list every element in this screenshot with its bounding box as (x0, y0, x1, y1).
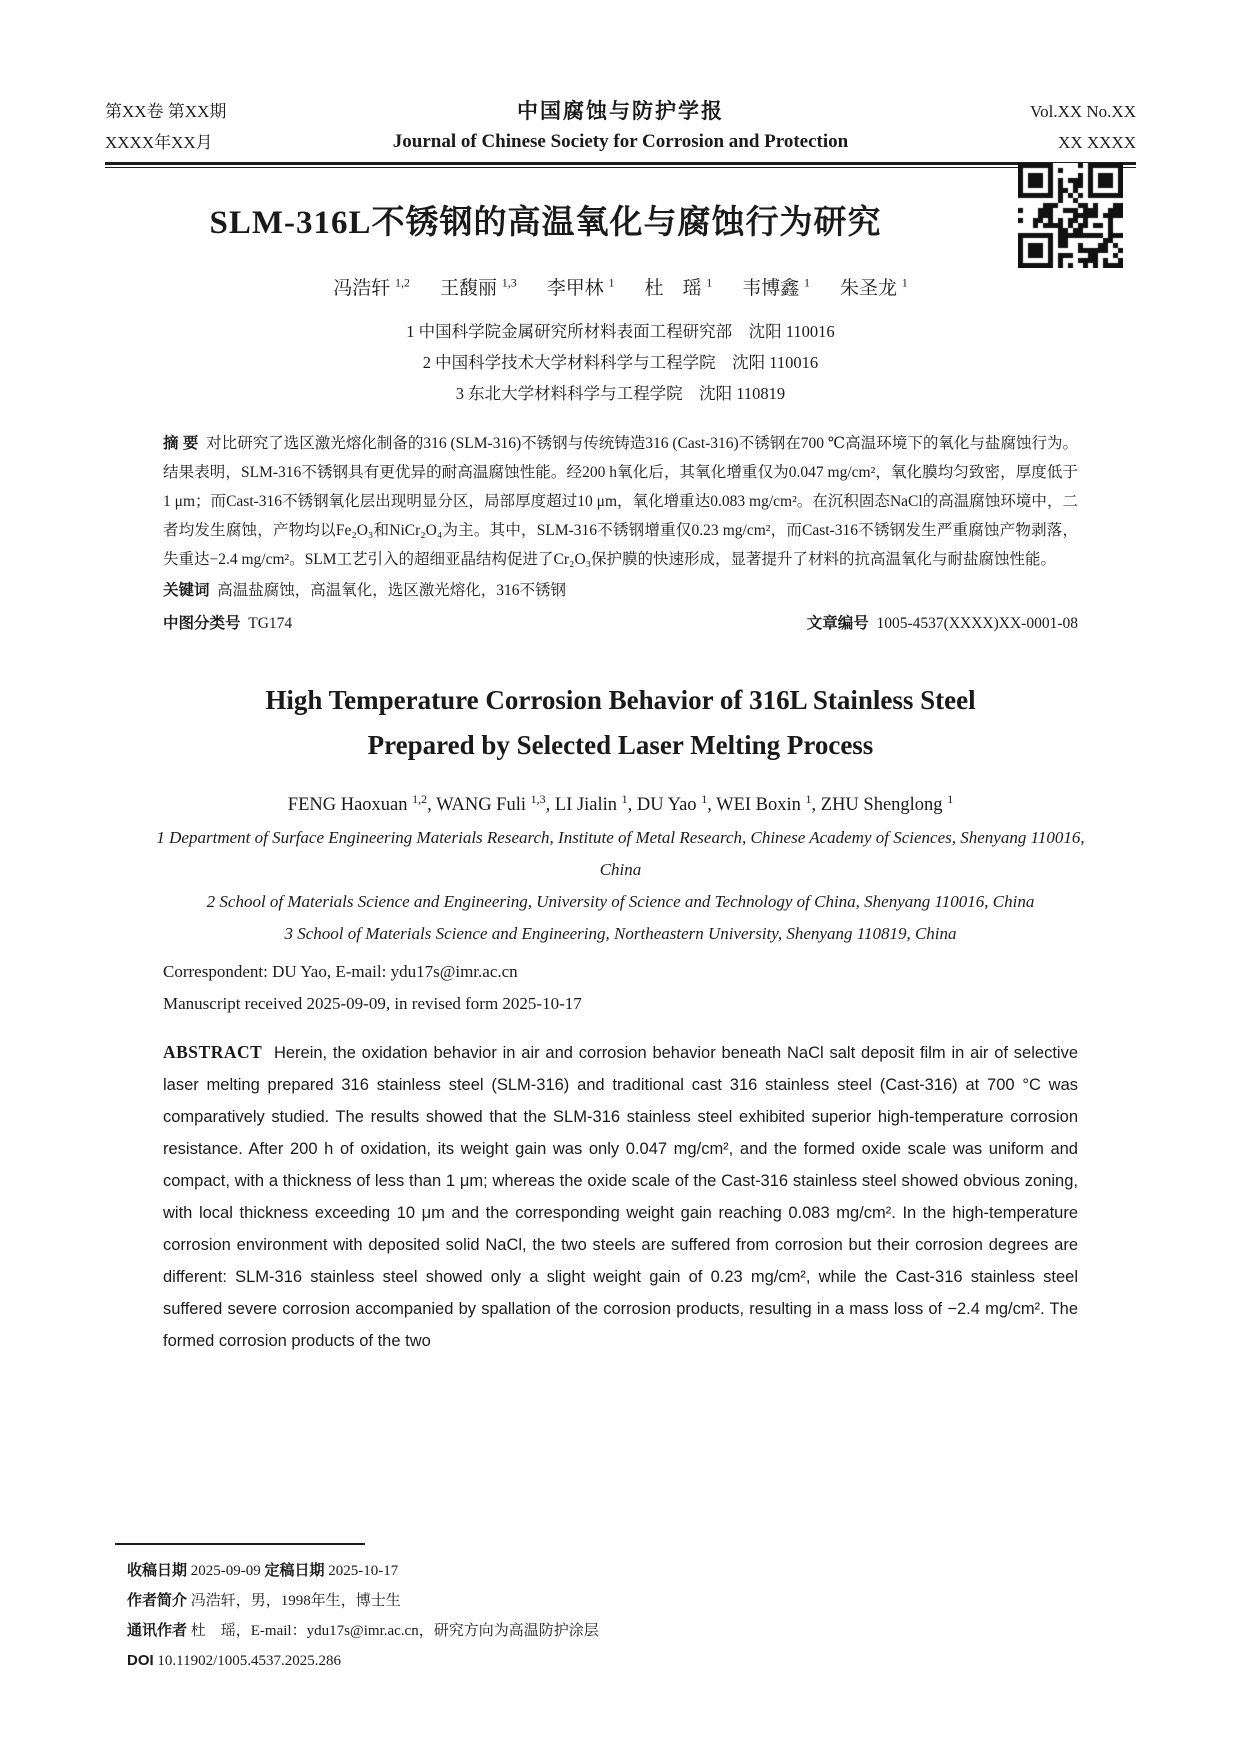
footer-row (127, 1586, 1127, 1616)
footer-row (127, 1556, 1127, 1586)
journal-title-en: Journal of Chinese Society for Corrosion and Protection (392, 131, 849, 152)
clc-label: 中图分类号 (163, 615, 241, 632)
affiliation-en: 1 Department of Surface Engineering Materials Research, Institute of Metal Research, Chinese Academy of Sciences, Shenyang 110016, China (156, 828, 1085, 880)
masthead-left (105, 96, 305, 158)
footer-label: 收稿日期 (127, 1562, 188, 1579)
abstract-en (163, 1036, 1078, 1357)
affiliation-en: 3 School of Materials Science and Engineering, Northeastern University, Shenyang 110819, China (284, 924, 957, 944)
author-name: FENG Haoxuan $^{1,2}$ (287, 792, 428, 816)
footer-label: 通讯作者 (127, 1622, 188, 1639)
date-cn: XXXX年XX月 (105, 133, 213, 152)
abstract-cn-text: 对比研究了选区激光熔化制备的316 (SLM-316)不锈钢与传统铸造316 (Cast-316)不锈钢在700 ℃高温环境下的氧化与盐腐蚀行为。结果表明，SLM-316不锈钢具有更优异的耐高温腐蚀性能。经200 h氧化后，其氧化增重仅为0.047 mg/cm²，氧化膜均匀致密，厚度低于1 μm；而Cast-316不锈钢氧化层出现明显分区，局部厚度超过10 μm，氧化增重达0.083 mg/cm²。在沉积固态NaCl的高温腐蚀环境中，二者均发生腐蚀，产物均以Fe₂O₃和NiCr₂O₄为主。其中，SLM-316不锈钢增重仅0.23 mg/cm²，而Cast-316不锈钢发生严重腐蚀产物剥落，失重达−2.4 mg/cm²。SLM工艺引入的超细亚晶结构促进了Cr₂O₃保护膜的快速形成，显著提升了材料的抗高温氧化与耐盐腐蚀性能。 (163, 435, 1079, 568)
abstract-en-text: Herein, the oxidation behavior in air and corrosion behavior beneath NaCl salt deposit film in air of selective laser melting prepared 316 stainless steel (SLM-316) and traditional cast 316 stainless steel (Cast-316) at 700 °C was comparatively studied. The results showed that the SLM-316 stainless steel exhibited superior high-temperature corrosion resistance. After 200 h of oxidation, its weight gain was only 0.047 mg/cm², and the formed oxide scale was uniform and compact, with a thickness of less than 1 μm; whereas the oxide scale of the Cast-316 stainless steel showed obvious zoning, with local thickness exceeding 10 μm and the corresponding weight gain reaching 0.083 mg/cm². In the high-temperature corrosion environment with deposited solid NaCl, the two steels are suffered from corrosion but their corrosion degrees are different: SLM-316 stainless steel showed only a slight weight gain of 0.23 mg/cm², while the Cast-316 stainless steel suffered severe corrosion accompanied by spallation of the corrosion products, resulting in a mass loss of −2.4 mg/cm². The formed corrosion products of the two (163, 1044, 1078, 1351)
qr-code-image (1018, 163, 1123, 268)
author-name: DU Yao $^1$ (636, 792, 708, 816)
author-name: 韦博鑫 $^1$ (742, 275, 811, 299)
abstract-en-label: ABSTRACT (163, 1042, 263, 1063)
keywords-cn (163, 576, 1078, 605)
author-name: 杜 瑶 $^1$ (644, 275, 713, 299)
author-name: LI Jialin $^1$ (554, 792, 628, 816)
footer-row (127, 1616, 1127, 1646)
masthead-right (936, 96, 1136, 158)
footer-label: 定稿日期 (264, 1562, 325, 1579)
abstract-cn (163, 429, 1078, 574)
footer-value: 冯浩轩，男，1998年生，博士生 (187, 1593, 401, 1609)
footer-value: 10.11902/1005.4537.2025.286 (153, 1653, 342, 1669)
article-title-en: High Temperature Corrosion Behavior of 316L Stainless Steel Prepared by Selected Laser Melting Process (265, 685, 976, 760)
footer-value: 杜 瑶，E-mail：ydu17s@imr.ac.cn，研究方向为高温防护涂层 (187, 1623, 599, 1639)
affiliations-en (151, 822, 1091, 950)
abstract-cn-label: 摘 要 (163, 435, 199, 452)
author-affiliation-sup: 1,3 (530, 792, 546, 806)
page-footer (127, 1556, 1127, 1676)
author-affiliation-sup: 1 (804, 275, 811, 290)
manuscript-line: Manuscript received 2025-09-09, in revised form 2025-10-17 (163, 994, 582, 1014)
clc-number (163, 609, 292, 638)
footer-value: 2025-10-17 (324, 1563, 399, 1579)
authors-cn (105, 273, 1136, 300)
clc-value: TG174 (248, 615, 293, 632)
author-affiliation-sup: 1 (608, 275, 615, 290)
affiliation-cn: 1 中国科学院金属研究所材料表面工程研究部 沈阳 110016 (406, 322, 835, 341)
author-affiliation-sup: 1,3 (501, 275, 517, 290)
date-en: XX XXXX (1058, 133, 1136, 152)
keywords-label: 关键词 (163, 582, 210, 599)
affiliations-cn (105, 316, 1136, 409)
qr-code (1018, 163, 1123, 268)
author-name: 李甲林 $^1$ (546, 275, 615, 299)
footer-label: DOI (127, 1652, 154, 1669)
masthead-center (305, 96, 936, 158)
footnote-divider (115, 1543, 365, 1545)
article-id-value: 1005-4537(XXXX)XX-0001-08 (876, 615, 1078, 632)
journal-title-cn: 中国腐蚀与防护学报 (517, 99, 724, 123)
article-title-cn: SLM-316L不锈钢的高温氧化与腐蚀行为研究 (209, 205, 882, 241)
author-affiliation-sup: 1 (701, 792, 708, 806)
author-name: 王馥丽 $^{1,3}$ (439, 275, 517, 299)
footer-label: 作者简介 (127, 1592, 188, 1609)
author-name: ZHU Shenglong $^1$ (820, 792, 954, 816)
journal-masthead (105, 0, 1136, 158)
author-affiliation-sup: 1,2 (412, 792, 428, 806)
author-name: WANG Fuli $^{1,3}$ (436, 792, 546, 816)
author-affiliation-sup: 1 (621, 792, 628, 806)
article-id (807, 609, 1078, 638)
keywords-text: 高温盐腐蚀，高温氧化，选区激光熔化，316不锈钢 (217, 582, 567, 599)
footer-value: 2025-09-09 (187, 1563, 265, 1579)
correspondent-line: Correspondent: DU Yao, E-mail: ydu17s@imr.ac.cn (163, 962, 518, 982)
volume-issue-cn: 第XX卷 第XX期 (105, 102, 227, 121)
author-affiliation-sup: 1 (901, 275, 908, 290)
affiliation-en: 2 School of Materials Science and Engineering, University of Science and Technology of China, Shenyang 110016, China (206, 892, 1035, 912)
author-affiliation-sup: 1 (706, 275, 713, 290)
author-name: 朱圣龙 $^1$ (840, 275, 908, 299)
volume-number-en: Vol.XX No.XX (1030, 102, 1136, 121)
author-name: 冯浩轩 $^{1,2}$ (333, 275, 410, 299)
affiliation-cn: 3 东北大学材料科学与工程学院 沈阳 110819 (455, 384, 786, 403)
classification-row (163, 609, 1078, 638)
article-id-label: 文章编号 (806, 615, 869, 632)
authors-en: FENG Haoxuan $^{1,2}$, WANG Fuli $^{1,3}$, LI Jialin $^1$, DU Yao $^1$, WEI Boxin $^1$, ZHU Shenglong $^1$ (287, 792, 954, 816)
masthead-divider (105, 162, 1136, 168)
author-affiliation-sup: 1,2 (394, 275, 410, 290)
footer-row (127, 1646, 1127, 1676)
author-name: WEI Boxin $^1$ (716, 792, 812, 816)
author-affiliation-sup: 1 (805, 792, 812, 806)
affiliation-cn: 2 中国科学技术大学材料科学与工程学院 沈阳 110016 (422, 353, 819, 372)
author-affiliation-sup: 1 (947, 792, 954, 806)
